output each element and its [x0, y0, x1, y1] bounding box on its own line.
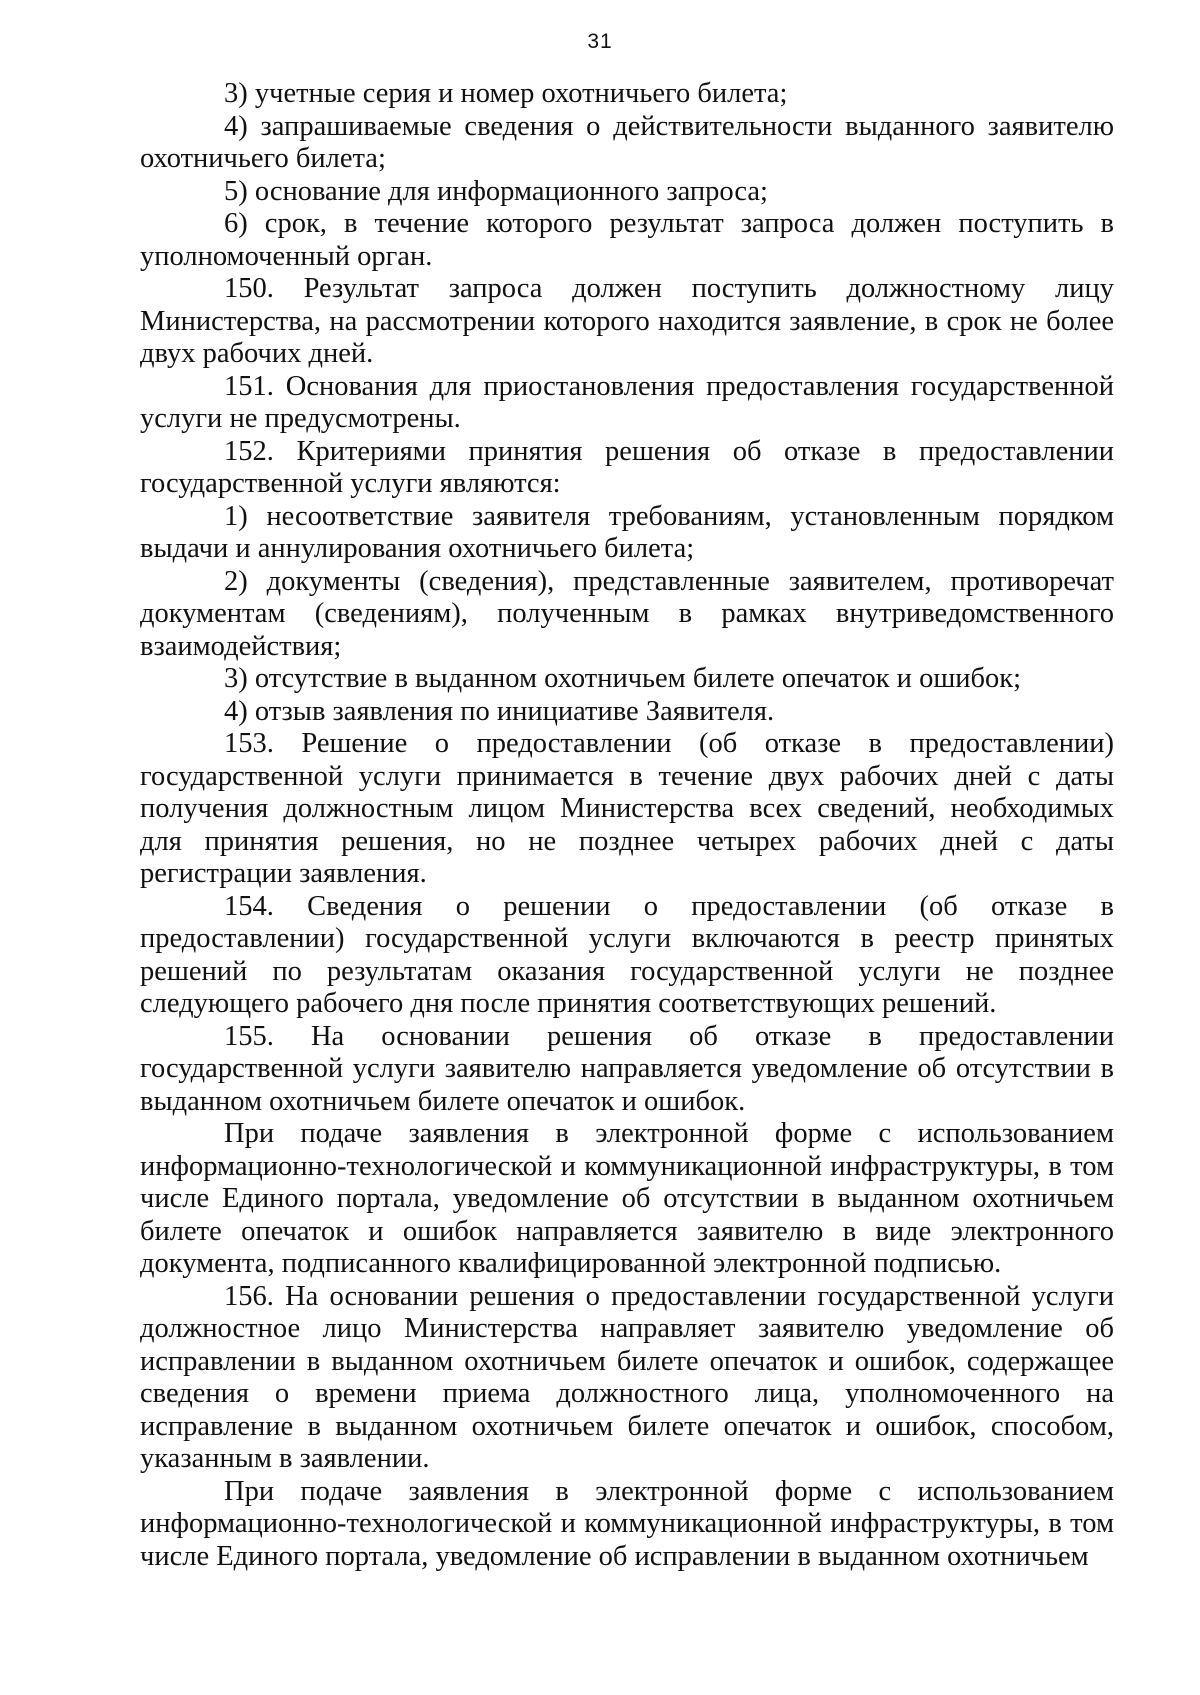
paragraph: 5) основание для информационного запроса;	[224, 175, 768, 207]
page-number: 31	[587, 30, 613, 53]
paragraph: При подаче заявления в электронной форме с использованием информационно-технологической и коммуникационной инфраструктуры, в том числе Единого портала, уведомление об исправлении в выданном охотничьем	[140, 1475, 1114, 1572]
paragraph: 4) отзыв заявления по инициативе Заявителя.	[224, 695, 775, 727]
paragraph: 153. Решение о предоставлении (об отказе в предоставлении) государственной услуги принимается в течение двух рабочих дней с даты получения должностным лицом Министерства всех сведений, необходимых для принятия решения, но не позднее четырех рабочих дней с даты регистрации заявления.	[140, 728, 1114, 889]
paragraph: При подаче заявления в электронной форме с использованием информационно-технологической и коммуникационной инфраструктуры, в том числе Единого портала, уведомление об отсутствии в выданном охотничьем билете опечаток и ошибок направляется заявителю в виде электронного документа, подписанного квалифицированной электронной подписью.	[140, 1118, 1114, 1279]
paragraph: 156. На основании решения о предоставлении государственной услуги должностное лицо Министерства направляет заявителю уведомление об исправлении в выданном охотничьем билете опечаток и ошибок, содержащее сведения о времени приема должностного лица, уполномоченного на исправление в выданном охотничьем билете опечаток и ошибок, способом, указанным в заявлении.	[140, 1280, 1114, 1474]
paragraph: 154. Сведения о решении о предоставлении (об отказе в предоставлении) государственной услуги включаются в реестр принятых решений по результатам оказания государственной услуги не позднее следующего рабочего дня после принятия соответствующих решений.	[140, 890, 1114, 1019]
paragraph: 3) отсутствие в выданном охотничьем билете опечаток и ошибок;	[224, 663, 1022, 694]
paragraph: 150. Результат запроса должен поступить должностному лицу Министерства, на рассмотрении которого находится заявление, в срок не более двух рабочих дней.	[140, 273, 1114, 369]
paragraph: 155. На основании решения об отказе в предоставлении государственной услуги заявителю направляется уведомление об отсутствии в выданном охотничьем билете опечаток и ошибок.	[140, 1020, 1114, 1117]
paragraph: 6) срок, в течение которого результат запроса должен поступить в уполномоченный орган.	[140, 208, 1114, 272]
paragraph: 152. Критериями принятия решения об отказе в предоставлении государственной услуги являются:	[140, 435, 1114, 499]
paragraph: 1) несоответствие заявителя требованиям, установленным порядком выдачи и аннулирования охотничьего билета;	[140, 500, 1114, 564]
paragraph: 4) запрашиваемые сведения о действительности выданного заявителю охотничьего билета;	[140, 110, 1114, 174]
paragraph: 3) учетные серия и номер охотничьего билета;	[224, 78, 788, 109]
paragraph: 2) документы (сведения), представленные заявителем, противоречат документам (сведениям), полученным в рамках внутриведомственного взаимодействия;	[140, 565, 1114, 662]
paragraph: 151. Основания для приостановления предоставления государственной услуги не предусмотрены.	[140, 370, 1114, 434]
document-body	[140, 78, 1114, 1573]
